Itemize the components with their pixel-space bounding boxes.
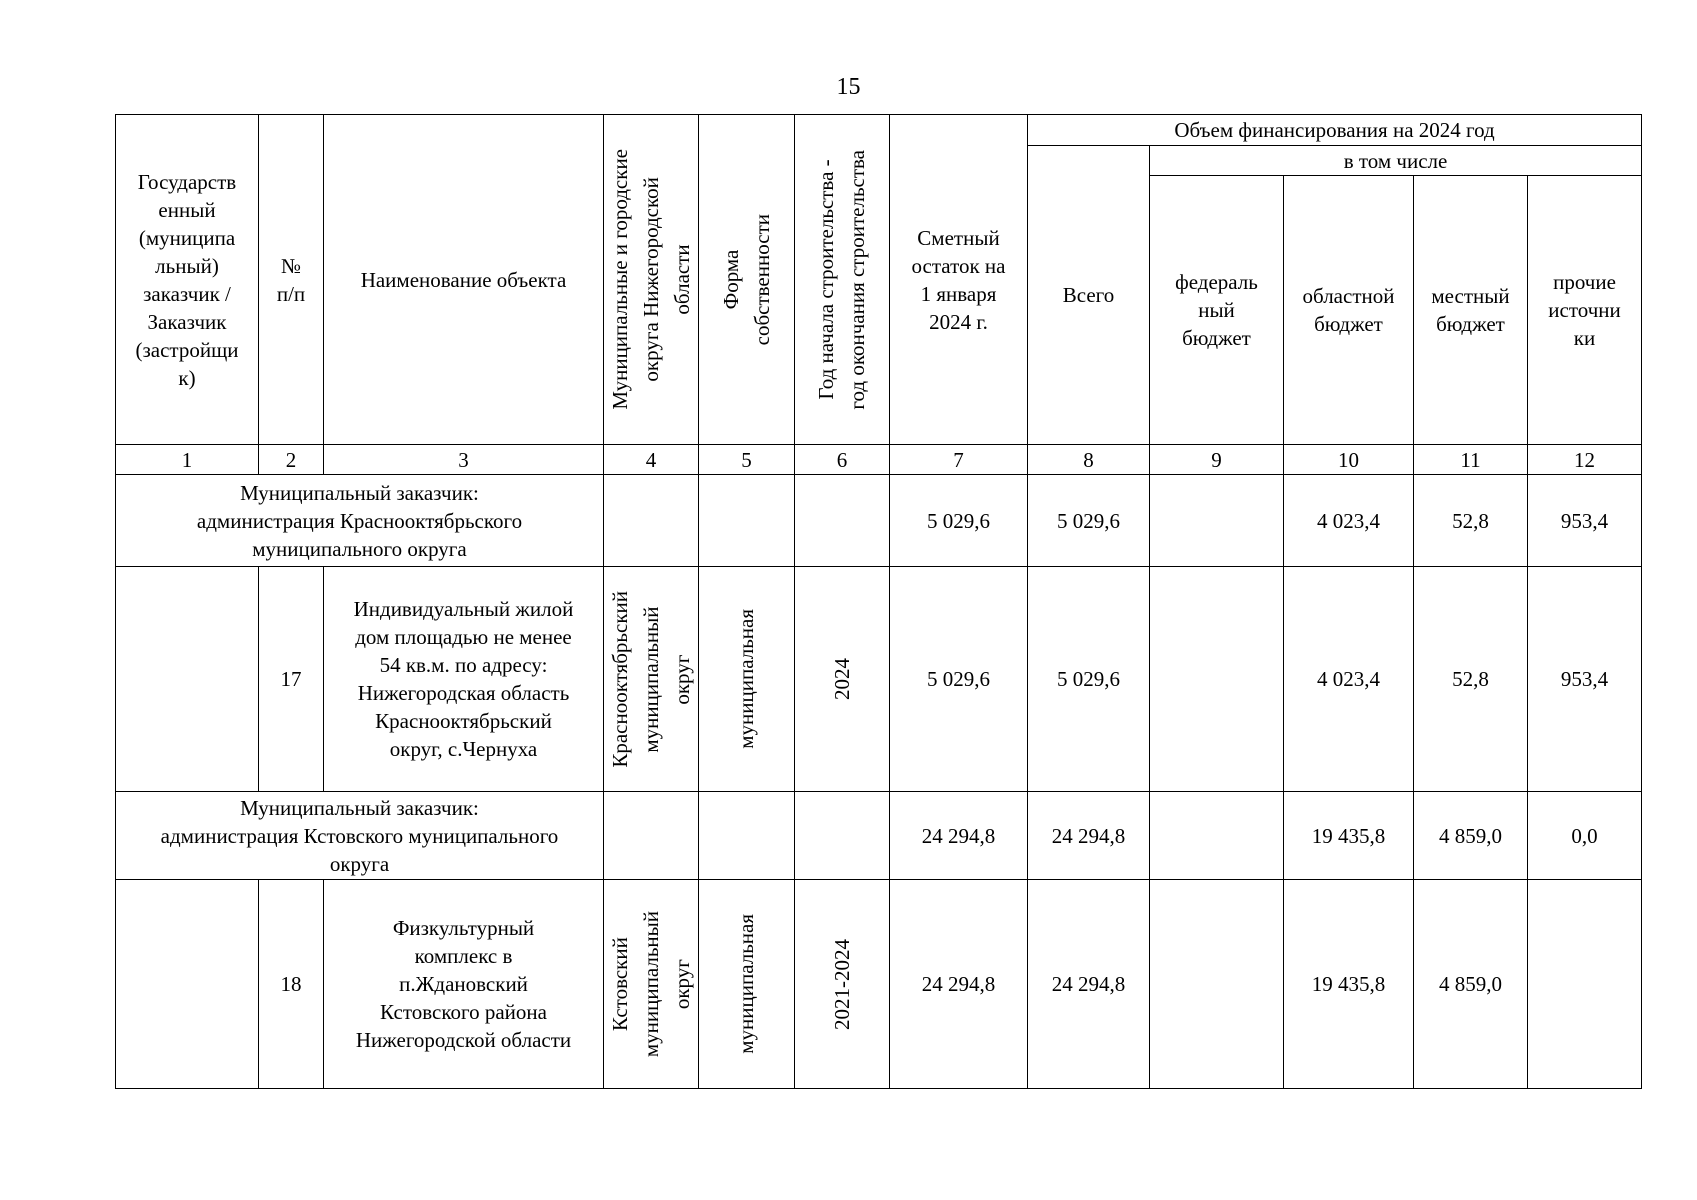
- num-cell: 17: [259, 567, 324, 792]
- empty-cell: [795, 475, 890, 567]
- customer-cell: Муниципальный заказчик: администрация Кстовского муниципального округа: [116, 792, 604, 880]
- column-number: 7: [890, 445, 1028, 475]
- column-number: 11: [1414, 445, 1528, 475]
- object-name-cell: Физкультурный комплекс в п.Ждановский Кстовского района Нижегородской области: [324, 880, 604, 1089]
- header-estimate: Сметный остаток на 1 января 2024 г.: [890, 115, 1028, 445]
- local-cell: 52,8: [1414, 475, 1528, 567]
- header-local: местный бюджет: [1414, 176, 1528, 445]
- empty-cell: [699, 792, 795, 880]
- column-number: 8: [1028, 445, 1150, 475]
- header-row-1: [116, 115, 1642, 146]
- municipality-cell: Краснооктябрьский муниципальный округ: [604, 567, 699, 792]
- federal-cell: [1150, 880, 1284, 1089]
- customer-row: [116, 475, 1642, 567]
- column-number: 1: [116, 445, 259, 475]
- empty-cell: [116, 880, 259, 1089]
- regional-cell: 19 435,8: [1284, 792, 1414, 880]
- municipality-cell: Кстовский муниципальный округ: [604, 880, 699, 1089]
- column-number: 12: [1528, 445, 1642, 475]
- column-number: 9: [1150, 445, 1284, 475]
- empty-cell: [604, 792, 699, 880]
- ownership-cell: муниципальная: [699, 567, 795, 792]
- column-number: 6: [795, 445, 890, 475]
- header-total: Всего: [1028, 146, 1150, 445]
- column-number: 3: [324, 445, 604, 475]
- num-cell: 18: [259, 880, 324, 1089]
- column-number-row: [116, 445, 1642, 475]
- federal-cell: [1150, 475, 1284, 567]
- column-number: 10: [1284, 445, 1414, 475]
- regional-cell: 19 435,8: [1284, 880, 1414, 1089]
- estimate-cell: 24 294,8: [890, 880, 1028, 1089]
- header-ownership: Форма собственности: [699, 115, 795, 445]
- empty-cell: [699, 475, 795, 567]
- regional-cell: 4 023,4: [1284, 475, 1414, 567]
- header-regional: областной бюджет: [1284, 176, 1414, 445]
- object-name-cell: Индивидуальный жилой дом площадью не менее 54 кв.м. по адресу: Нижегородская область Краснооктябрьский округ, с.Чернуха: [324, 567, 604, 792]
- local-cell: 4 859,0: [1414, 792, 1528, 880]
- local-cell: 52,8: [1414, 567, 1528, 792]
- estimate-cell: 5 029,6: [890, 567, 1028, 792]
- column-number: 4: [604, 445, 699, 475]
- empty-cell: [116, 567, 259, 792]
- other-cell: 0,0: [1528, 792, 1642, 880]
- other-cell: 953,4: [1528, 567, 1642, 792]
- ownership-cell: муниципальная: [699, 880, 795, 1089]
- empty-cell: [795, 792, 890, 880]
- page-number: 15: [836, 74, 861, 100]
- financing-table: [115, 114, 1642, 1089]
- total-cell: 24 294,8: [1028, 792, 1150, 880]
- column-number: 5: [699, 445, 795, 475]
- header-municipality: Муниципальные и городские округа Нижегородской области: [604, 115, 699, 445]
- years-cell: 2021-2024: [795, 880, 890, 1089]
- header-object-name: Наименование объекта: [324, 115, 604, 445]
- federal-cell: [1150, 567, 1284, 792]
- object-row: [116, 567, 1642, 792]
- header-years: Год начала строительства - год окончания строительства: [795, 115, 890, 445]
- total-cell: 5 029,6: [1028, 475, 1150, 567]
- header-customer: Государств енный (муниципа льный) заказчик / Заказчик (застройщи к): [116, 115, 259, 445]
- federal-cell: [1150, 792, 1284, 880]
- header-including: в том числе: [1150, 146, 1642, 176]
- years-cell: 2024: [795, 567, 890, 792]
- empty-cell: [604, 475, 699, 567]
- total-cell: 5 029,6: [1028, 567, 1150, 792]
- regional-cell: 4 023,4: [1284, 567, 1414, 792]
- other-cell: [1528, 880, 1642, 1089]
- header-other: прочие источни ки: [1528, 176, 1642, 445]
- customer-cell: Муниципальный заказчик: администрация Краснооктябрьского муниципального округа: [116, 475, 604, 567]
- total-cell: 24 294,8: [1028, 880, 1150, 1089]
- estimate-cell: 5 029,6: [890, 475, 1028, 567]
- header-funding-group: Объем финансирования на 2024 год: [1028, 115, 1642, 146]
- object-row: [116, 880, 1642, 1089]
- other-cell: 953,4: [1528, 475, 1642, 567]
- customer-row: [116, 792, 1642, 880]
- local-cell: 4 859,0: [1414, 880, 1528, 1089]
- column-number: 2: [259, 445, 324, 475]
- estimate-cell: 24 294,8: [890, 792, 1028, 880]
- header-federal: федераль ный бюджет: [1150, 176, 1284, 445]
- header-num: № п/п: [259, 115, 324, 445]
